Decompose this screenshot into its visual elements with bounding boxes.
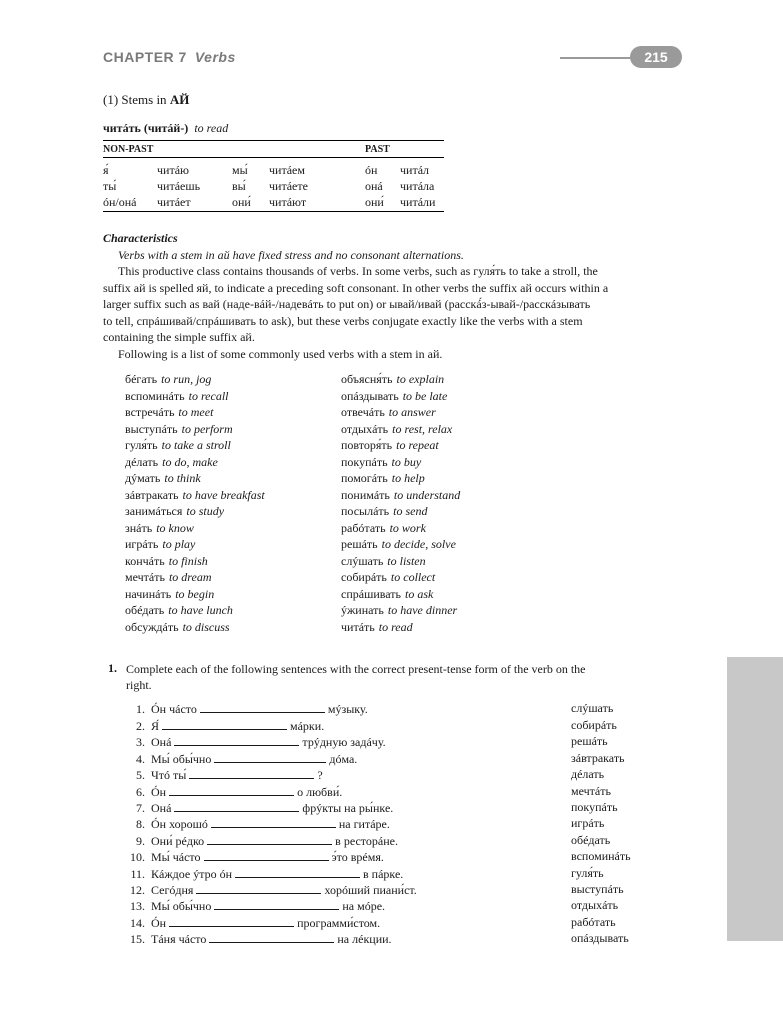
verb-en: to play — [162, 537, 196, 551]
exercise-item — [123, 915, 380, 931]
verb-list-item — [341, 455, 460, 472]
sentence-start: Кáждое ýтро óн — [151, 867, 233, 881]
verb-form-cell: читáли — [400, 195, 436, 209]
sentence-end: трýдную задáчу. — [302, 735, 386, 749]
exercise-number: 1. — [108, 661, 117, 675]
verb-list-item — [341, 570, 460, 587]
verb-ru: дýмать — [125, 471, 161, 485]
sentence-end: э́то врéмя. — [331, 850, 384, 864]
verb-list-item — [341, 537, 460, 554]
exercise-item — [123, 866, 403, 882]
chapter-label: CHAPTER 7 — [103, 49, 187, 65]
verb-ru: понимáть — [341, 487, 390, 502]
verb-form-cell: читáла — [400, 179, 435, 193]
sentence-start: Óн — [151, 785, 167, 799]
answer-blank[interactable] — [211, 816, 336, 828]
exercise-item — [123, 882, 417, 898]
verb-list-item — [341, 504, 460, 521]
verb-en: to finish — [168, 553, 208, 568]
sentence-end: в пáрке. — [363, 867, 404, 881]
answer-blank[interactable] — [235, 866, 360, 878]
exercise-item — [123, 751, 357, 767]
verb-list-item — [125, 372, 265, 389]
verb-ru: отдыхáть — [341, 421, 389, 436]
header-rule — [560, 57, 640, 59]
sentence-start: Óн хорошó — [151, 817, 208, 831]
conjugation-table — [103, 140, 444, 212]
verb-en: to collect — [390, 570, 436, 584]
exercise-item — [123, 734, 386, 750]
verb-ru: встречáть — [125, 405, 175, 419]
pronoun-cell: óн — [365, 163, 378, 177]
exercise-verb: зáвтракать — [571, 751, 625, 765]
exercise-verb: собирáть — [571, 718, 617, 732]
side-thumb-tab — [727, 657, 783, 941]
exercise-verb: дéлать — [571, 767, 605, 781]
sentence-end: хорóший пиани́ст. — [324, 883, 417, 897]
exercise-item — [123, 800, 393, 816]
item-number: 15. — [130, 932, 145, 946]
verb-list-item — [341, 389, 460, 406]
exercise-item — [123, 931, 392, 947]
verb-list-item — [341, 422, 460, 439]
verb-list-item — [125, 488, 265, 505]
item-number: 11. — [130, 867, 145, 881]
verb-ru: бéгать — [125, 372, 158, 386]
verb-list-item — [341, 405, 460, 422]
sentence-end: дóма. — [329, 752, 358, 766]
verb-en: to study — [186, 504, 225, 518]
verb-en: to send — [393, 504, 428, 518]
section-heading-stem: АЙ — [169, 92, 190, 107]
exercise-item — [123, 718, 324, 734]
sentence-start: Онá — [151, 801, 172, 815]
verb-en: to be late — [402, 388, 448, 403]
verb-en: to think — [164, 471, 201, 485]
answer-blank[interactable] — [169, 915, 294, 927]
answer-blank[interactable] — [169, 784, 294, 796]
model-verb — [103, 121, 228, 136]
sentence-start: Я́ — [151, 719, 160, 733]
verb-en: to have breakfast — [182, 487, 265, 502]
exercise-verb: гуля́ть — [571, 866, 604, 880]
verb-ru: игрáть — [125, 537, 159, 551]
item-number: 10. — [130, 850, 145, 864]
verb-ru: посылáть — [341, 504, 390, 518]
verb-form-cell: читáет — [157, 195, 191, 209]
exercise-item — [123, 767, 323, 783]
verb-en: to meet — [178, 405, 214, 419]
verb-list-item — [125, 587, 265, 604]
sentence-end: на мóре. — [342, 899, 386, 913]
verb-list-item — [125, 554, 265, 571]
item-number: 12. — [130, 883, 145, 897]
item-number: 1. — [136, 702, 145, 716]
verb-form-cell: читáю — [157, 163, 189, 177]
verb-en: to answer — [388, 405, 436, 419]
sentence-start: Мы́ обы́чно — [151, 899, 212, 913]
item-number: 7. — [136, 801, 145, 815]
sentence-start: Óн — [151, 916, 167, 930]
model-verb-infinitive: читáть — [103, 121, 141, 135]
chapter-header — [103, 49, 236, 65]
sentence-start: Сегóдня — [151, 883, 194, 897]
verb-list-item — [341, 620, 460, 637]
exercise-item — [123, 816, 390, 832]
sentence-start: Они́ рéдко — [151, 834, 205, 848]
table-bottom-rule — [103, 211, 444, 212]
answer-blank[interactable] — [204, 849, 329, 861]
verb-en: to dream — [168, 570, 212, 584]
answer-blank[interactable] — [174, 800, 299, 812]
verb-ru: спрáшивать — [341, 586, 401, 601]
pronoun-cell: онá — [365, 179, 383, 193]
sentence-start: Мы́ обы́чно — [151, 752, 212, 766]
verb-list-item — [125, 471, 265, 488]
verb-en: to listen — [387, 553, 426, 568]
pronoun-cell: они́ — [365, 195, 384, 209]
exercise-instruction — [126, 661, 684, 693]
page-number-badge: 215 — [630, 46, 682, 68]
characteristics-paragraph — [103, 263, 685, 362]
verb-list-item — [125, 570, 265, 587]
verb-en: to understand — [393, 487, 461, 502]
verb-ru: дéлать — [125, 454, 159, 469]
verb-en: to read — [378, 619, 413, 634]
sentence-end: о любви́. — [297, 785, 343, 799]
characteristics-line: Verbs with a stem in ай have fixed stress and no consonant alternations. — [118, 248, 464, 262]
verb-en: to take a stroll — [161, 438, 231, 452]
verb-ru: знáть — [125, 520, 153, 535]
paragraph-line: This productive class contains thousands of verbs. In some verbs, such as гуля́ть to take a stroll, the — [118, 264, 598, 278]
verb-list-item — [341, 488, 460, 505]
verb-ru: рабóтать — [341, 520, 386, 535]
verb-ru: опáздывать — [341, 388, 399, 403]
instruction-line: right. — [126, 678, 152, 692]
verb-list-item — [341, 372, 460, 389]
answer-blank[interactable] — [214, 751, 326, 763]
pronoun-cell: вы́ — [232, 179, 246, 193]
verb-list-item — [125, 537, 265, 554]
exercise-verb: слýшать — [571, 701, 614, 715]
verb-ru: читáть — [341, 619, 375, 634]
exercise-item — [123, 784, 342, 800]
section-heading — [103, 92, 189, 108]
exercise-item — [123, 898, 385, 914]
exercise-verb: рабóтать — [571, 915, 616, 929]
exercise-verb: отдыхáть — [571, 898, 619, 912]
answer-blank[interactable] — [200, 701, 325, 713]
answer-blank[interactable] — [196, 882, 321, 894]
sentence-end: фрýкты на ры́нке. — [302, 801, 394, 815]
verb-en: to explain — [396, 372, 445, 386]
verb-ru: обсуждáть — [125, 619, 179, 634]
exercise-verb: мечтáть — [571, 784, 611, 798]
item-number: 13. — [130, 899, 145, 913]
verb-list-item — [341, 471, 460, 488]
pronoun-cell: мы́ — [232, 163, 248, 177]
verb-ru: обéдать — [125, 603, 165, 617]
table-top-rule — [103, 140, 444, 141]
verb-form-cell: читáл — [400, 163, 430, 177]
paragraph-line: to tell, спрáшивай/спрáшивать to ask), but these verbs conjugate exactly like the verbs with a stem — [103, 313, 583, 328]
item-number: 9. — [136, 834, 145, 848]
sentence-start: Óн чáсто — [151, 702, 197, 716]
sentence-start: Тáня чáсто — [151, 932, 207, 946]
paragraph-line: containing the simple suffix ай. — [103, 330, 255, 344]
item-number: 4. — [136, 752, 145, 766]
sentence-end: в ресторáне. — [335, 834, 398, 848]
exercise-verb: опáздывать — [571, 931, 629, 945]
answer-blank[interactable] — [162, 718, 287, 730]
answer-blank[interactable] — [174, 734, 299, 746]
verb-en: to have dinner — [387, 603, 458, 617]
verb-en: to have lunch — [168, 603, 233, 617]
sentence-end: ? — [317, 768, 323, 782]
verb-list-item — [125, 438, 265, 455]
verb-en: to know — [156, 520, 194, 535]
table-header-rule — [103, 157, 444, 158]
verb-list-item — [125, 620, 265, 637]
exercise-verb: обéдать — [571, 833, 611, 847]
model-verb-stem: (читáй-) — [143, 121, 189, 135]
verb-ru: выступáть — [125, 421, 178, 436]
exercise-verb: игрáть — [571, 816, 605, 830]
verb-ru: вспоминáть — [125, 388, 185, 403]
sentence-start: Чтó ты́ — [151, 768, 187, 782]
characteristics-heading: Characteristics — [103, 231, 178, 245]
verb-list-item — [125, 422, 265, 439]
answer-blank[interactable] — [189, 767, 314, 779]
sentence-end: программи́стом. — [297, 916, 381, 930]
verb-list-item — [125, 455, 265, 472]
verb-form-cell: читáешь — [157, 179, 201, 193]
verb-ru: повторя́ть — [341, 438, 393, 452]
item-number: 8. — [136, 817, 145, 831]
col-header-nonpast: NON-PAST — [103, 144, 154, 155]
verb-list-item — [125, 504, 265, 521]
pronoun-cell: я́ — [103, 163, 109, 177]
verb-list-item — [341, 554, 460, 571]
verb-ru: начинáть — [125, 586, 172, 601]
verb-en: to do, make — [162, 454, 218, 469]
verb-form-cell: читáете — [269, 179, 308, 193]
verb-ru: кончáть — [125, 553, 165, 568]
verb-ru: мечтáть — [125, 570, 165, 584]
verb-list-item — [125, 389, 265, 406]
answer-blank[interactable] — [207, 833, 332, 845]
verb-form-cell: читáют — [269, 195, 307, 209]
verb-en: to work — [389, 520, 426, 535]
instruction-line: Complete each of the following sentences with the correct present-tense form of the verb on the — [126, 662, 586, 676]
verb-list-item — [341, 603, 460, 620]
section-heading-prefix: (1) Stems in — [103, 92, 170, 107]
verb-en: to recall — [188, 388, 229, 403]
model-verb-translation: to read — [194, 121, 229, 135]
exercise-item — [123, 849, 384, 865]
item-number: 2. — [136, 719, 145, 733]
verb-ru: занимáться — [125, 504, 183, 518]
pronoun-cell: ты́ — [103, 179, 117, 193]
verb-ru: зáвтракать — [125, 487, 179, 502]
verb-ru: решáть — [341, 537, 378, 551]
item-number: 3. — [136, 735, 145, 749]
verb-en: to buy — [391, 454, 422, 469]
col-header-past: PAST — [365, 144, 390, 155]
verb-list-right — [341, 372, 460, 636]
verb-list-item — [341, 587, 460, 604]
verb-en: to rest, relax — [392, 421, 453, 436]
verb-list-item — [341, 521, 460, 538]
sentence-start: Онá — [151, 735, 172, 749]
sentence-end: мáрки. — [290, 719, 325, 733]
answer-blank[interactable] — [214, 898, 339, 910]
exercise-item — [123, 833, 398, 849]
exercise-verb: выступáть — [571, 882, 624, 896]
item-number: 14. — [130, 916, 145, 930]
verb-list-item — [341, 438, 460, 455]
item-number: 5. — [136, 768, 145, 782]
verb-ru: ýжинать — [341, 603, 384, 617]
verb-en: to decide, solve — [381, 537, 456, 551]
verb-list-left — [125, 372, 265, 636]
verb-en: to run, jog — [161, 372, 212, 386]
sentence-end: на гитáре. — [338, 817, 390, 831]
list-intro: Following is a list of some commonly used verbs with a stem in ай. — [118, 346, 443, 361]
verb-ru: собирáть — [341, 570, 387, 584]
exercise-verb: покупáть — [571, 800, 618, 814]
verb-ru: покупáть — [341, 454, 388, 469]
answer-blank[interactable] — [209, 931, 334, 943]
verb-list-item — [125, 521, 265, 538]
verb-ru: объясня́ть — [341, 372, 393, 386]
exercise-item — [123, 701, 368, 717]
verb-en: to discuss — [182, 619, 230, 634]
verb-en: to perform — [181, 421, 233, 436]
verb-form-cell: читáем — [269, 163, 305, 177]
item-number: 6. — [136, 785, 145, 799]
verb-ru: отвечáть — [341, 405, 385, 419]
sentence-end: на лéкции. — [337, 932, 392, 946]
sentence-start: Мы́ чáсто — [151, 850, 201, 864]
verb-list-item — [125, 603, 265, 620]
verb-en: to ask — [404, 586, 434, 601]
pronoun-cell: они́ — [232, 195, 251, 209]
verb-en: to help — [391, 471, 425, 485]
exercise-verb: решáть — [571, 734, 608, 748]
paragraph-line: suffix ай is spelled яй, to indicate a preceding soft consonant. In other verbs the suffix ай occurs within a — [103, 280, 609, 295]
pronoun-cell: óн/онá — [103, 195, 137, 209]
exercise-verb: вспоминáть — [571, 849, 631, 863]
chapter-title: Verbs — [194, 49, 236, 65]
verb-en: to begin — [175, 586, 215, 601]
verb-ru: слýшать — [341, 553, 384, 568]
paragraph-line: larger suffix such as вай (наде-вáй-/надевáть to put on) or ывай/ивай (расскá́з-ывай-/расскáзывать — [103, 297, 591, 311]
verb-ru: гуля́ть — [125, 438, 158, 452]
verb-ru: помогáть — [341, 471, 388, 485]
sentence-end: мýзыку. — [327, 702, 368, 716]
verb-list-item — [125, 405, 265, 422]
verb-en: to repeat — [396, 438, 439, 452]
